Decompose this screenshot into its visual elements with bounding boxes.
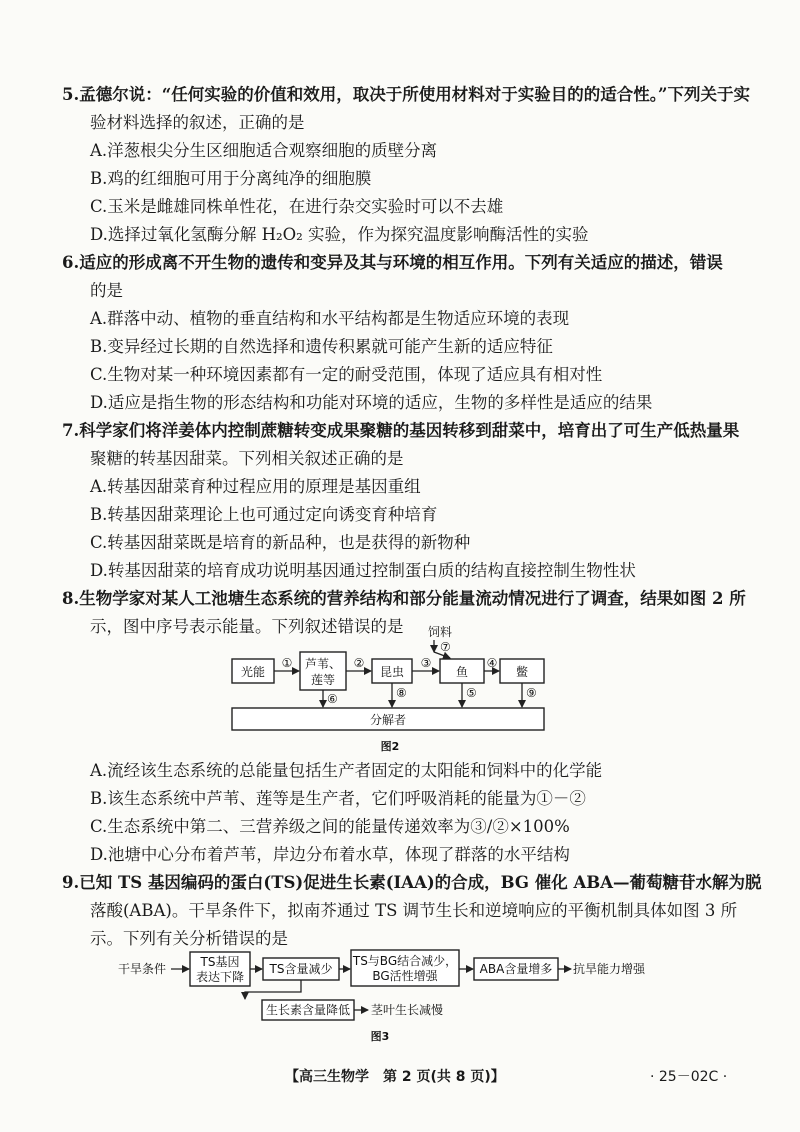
auxin-label: 生长素含量降低	[265, 1003, 351, 1017]
arrow-ts-to-auxin	[245, 980, 301, 999]
figure-2-caption: 图2	[380, 740, 400, 753]
label-n1: ①	[281, 656, 293, 670]
q5-option-a: A.洋葱根尖分生区细胞适合观察细胞的质壁分离	[90, 141, 438, 160]
q5-stem-line1: 5.孟德尔说：“任何实验的价值和效用，取决于所使用材料对于实验目的的适合性。”下列关于实	[62, 85, 750, 104]
turtle-label: 鳖	[515, 665, 529, 679]
q5-option-c: C.玉米是雌雄同株单性花，在进行杂交实验时可以不去雄	[90, 197, 504, 216]
label-n5: ⑤	[466, 686, 477, 700]
label-n3: ③	[420, 656, 432, 670]
q8-option-c: C.生态系统中第二、三营养级之间的能量传递效率为③/②×100%	[90, 817, 570, 836]
q6-stem-line1: 6.适应的形成离不开生物的遗传和变异及其与环境的相互作用。下列有关适应的描述，错误	[62, 253, 723, 272]
q7-option-d: D.转基因甜菜的培育成功说明基因通过控制蛋白质的结构直接控制生物性状	[90, 561, 636, 580]
label-n2: ②	[353, 656, 365, 670]
growth-slow-label: 茎叶生长减慢	[371, 1003, 444, 1017]
q9-stem-line2: 落酸(ABA)。干旱条件下，拟南芥通过 TS 调节生长和逆境响应的平衡机制具体如图 3 所	[90, 901, 738, 920]
fish-label: 鱼	[455, 665, 469, 679]
label-n9: ⑨	[526, 686, 537, 700]
footer-code: · 25－02C ·	[650, 1069, 728, 1085]
q8-option-b: B.该生态系统中芦苇、莲等是生产者，它们呼吸消耗的能量为①－②	[90, 789, 586, 808]
q8-option-a: A.流经该生态系统的总能量包括生产者固定的太阳能和饲料中的化学能	[90, 761, 603, 780]
footer-page-info: 【高三生物学 第 2 页(共 8 页)】	[285, 1069, 505, 1085]
ts-bg-label-1: TS与BG结合减少，	[352, 954, 458, 968]
label-n8: ⑧	[396, 686, 407, 700]
q5-option-b: B.鸡的红细胞可用于分离纯净的细胞膜	[90, 169, 372, 188]
q5-option-d: D.选择过氧化氢酶分解 H₂O₂ 实验，作为探究温度影响酶活性的实验	[90, 225, 589, 244]
q8-stem-line2: 示，图中序号表示能量。下列叙述错误的是	[90, 617, 404, 636]
q7-option-a: A.转基因甜菜育种过程应用的原理是基因重组	[90, 477, 421, 496]
label-n4: ④	[486, 656, 498, 670]
q6-option-c: C.生物对某一种环境因素都有一定的耐受范围，体现了适应具有相对性	[90, 365, 603, 384]
aba-label: ABA含量增多	[479, 962, 553, 976]
q8-stem-line1: 8.生物学家对某人工池塘生态系统的营养结构和部分能量流动情况进行了调查，结果如图 2 所	[62, 589, 746, 608]
drought-resistance-label: 抗旱能力增强	[573, 962, 646, 976]
q7-stem-line1: 7.科学家们将洋姜体内控制蔗糖转变成果聚糖的基因转移到甜菜中，培育出了可生产低热量果	[62, 421, 740, 440]
label-n6: ⑥	[327, 692, 338, 706]
q7-option-c: C.转基因甜菜既是培育的新品种，也是获得的新物种	[90, 533, 471, 552]
light-label: 光能	[240, 665, 266, 679]
insect-label: 昆虫	[379, 665, 405, 679]
q9-stem-line1: 9.已知 TS 基因编码的蛋白(TS)促进生长素(IAA)的合成，BG 催化 ABA—葡萄糖苷水解为脱	[62, 873, 762, 892]
q6-option-a: A.群落中动、植物的垂直结构和水平结构都是生物适应环境的表现	[90, 309, 570, 328]
producer-label-2: 莲等	[310, 673, 336, 687]
q6-option-b: B.变异经过长期的自然选择和遗传积累就可能产生新的适应特征	[90, 337, 553, 356]
q6-stem-line2: 的是	[90, 281, 123, 300]
label-n7: ⑦	[440, 640, 451, 654]
ts-bg-label-2: BG活性增强	[372, 969, 438, 983]
q8-option-d: D.池塘中心分布着芦苇，岸边分布着水草，体现了群落的水平结构	[90, 845, 570, 864]
ts-gene-label-1: TS基因	[200, 955, 240, 969]
q7-option-b: B.转基因甜菜理论上也可通过定向诱变育种培育	[90, 505, 438, 524]
q6-option-d: D.适应是指生物的形态结构和功能对环境的适应，生物的多样性是适应的结果	[90, 393, 653, 412]
q5-stem-line2: 验材料选择的叙述，正确的是	[90, 113, 305, 132]
producer-label-1: 芦苇、	[304, 657, 342, 671]
drought-label: 干旱条件	[118, 962, 167, 976]
feed-label: 饲料	[428, 625, 453, 639]
q9-stem-line3: 示。下列有关分析错误的是	[90, 929, 288, 948]
ts-gene-label-2: 表达下降	[195, 970, 245, 984]
q7-stem-line2: 聚糖的转基因甜菜。下列相关叙述正确的是	[90, 449, 404, 468]
decomposer-label: 分解者	[369, 713, 407, 727]
figure-3-caption: 图3	[370, 1030, 390, 1043]
ts-level-label: TS含量减少	[269, 962, 333, 976]
